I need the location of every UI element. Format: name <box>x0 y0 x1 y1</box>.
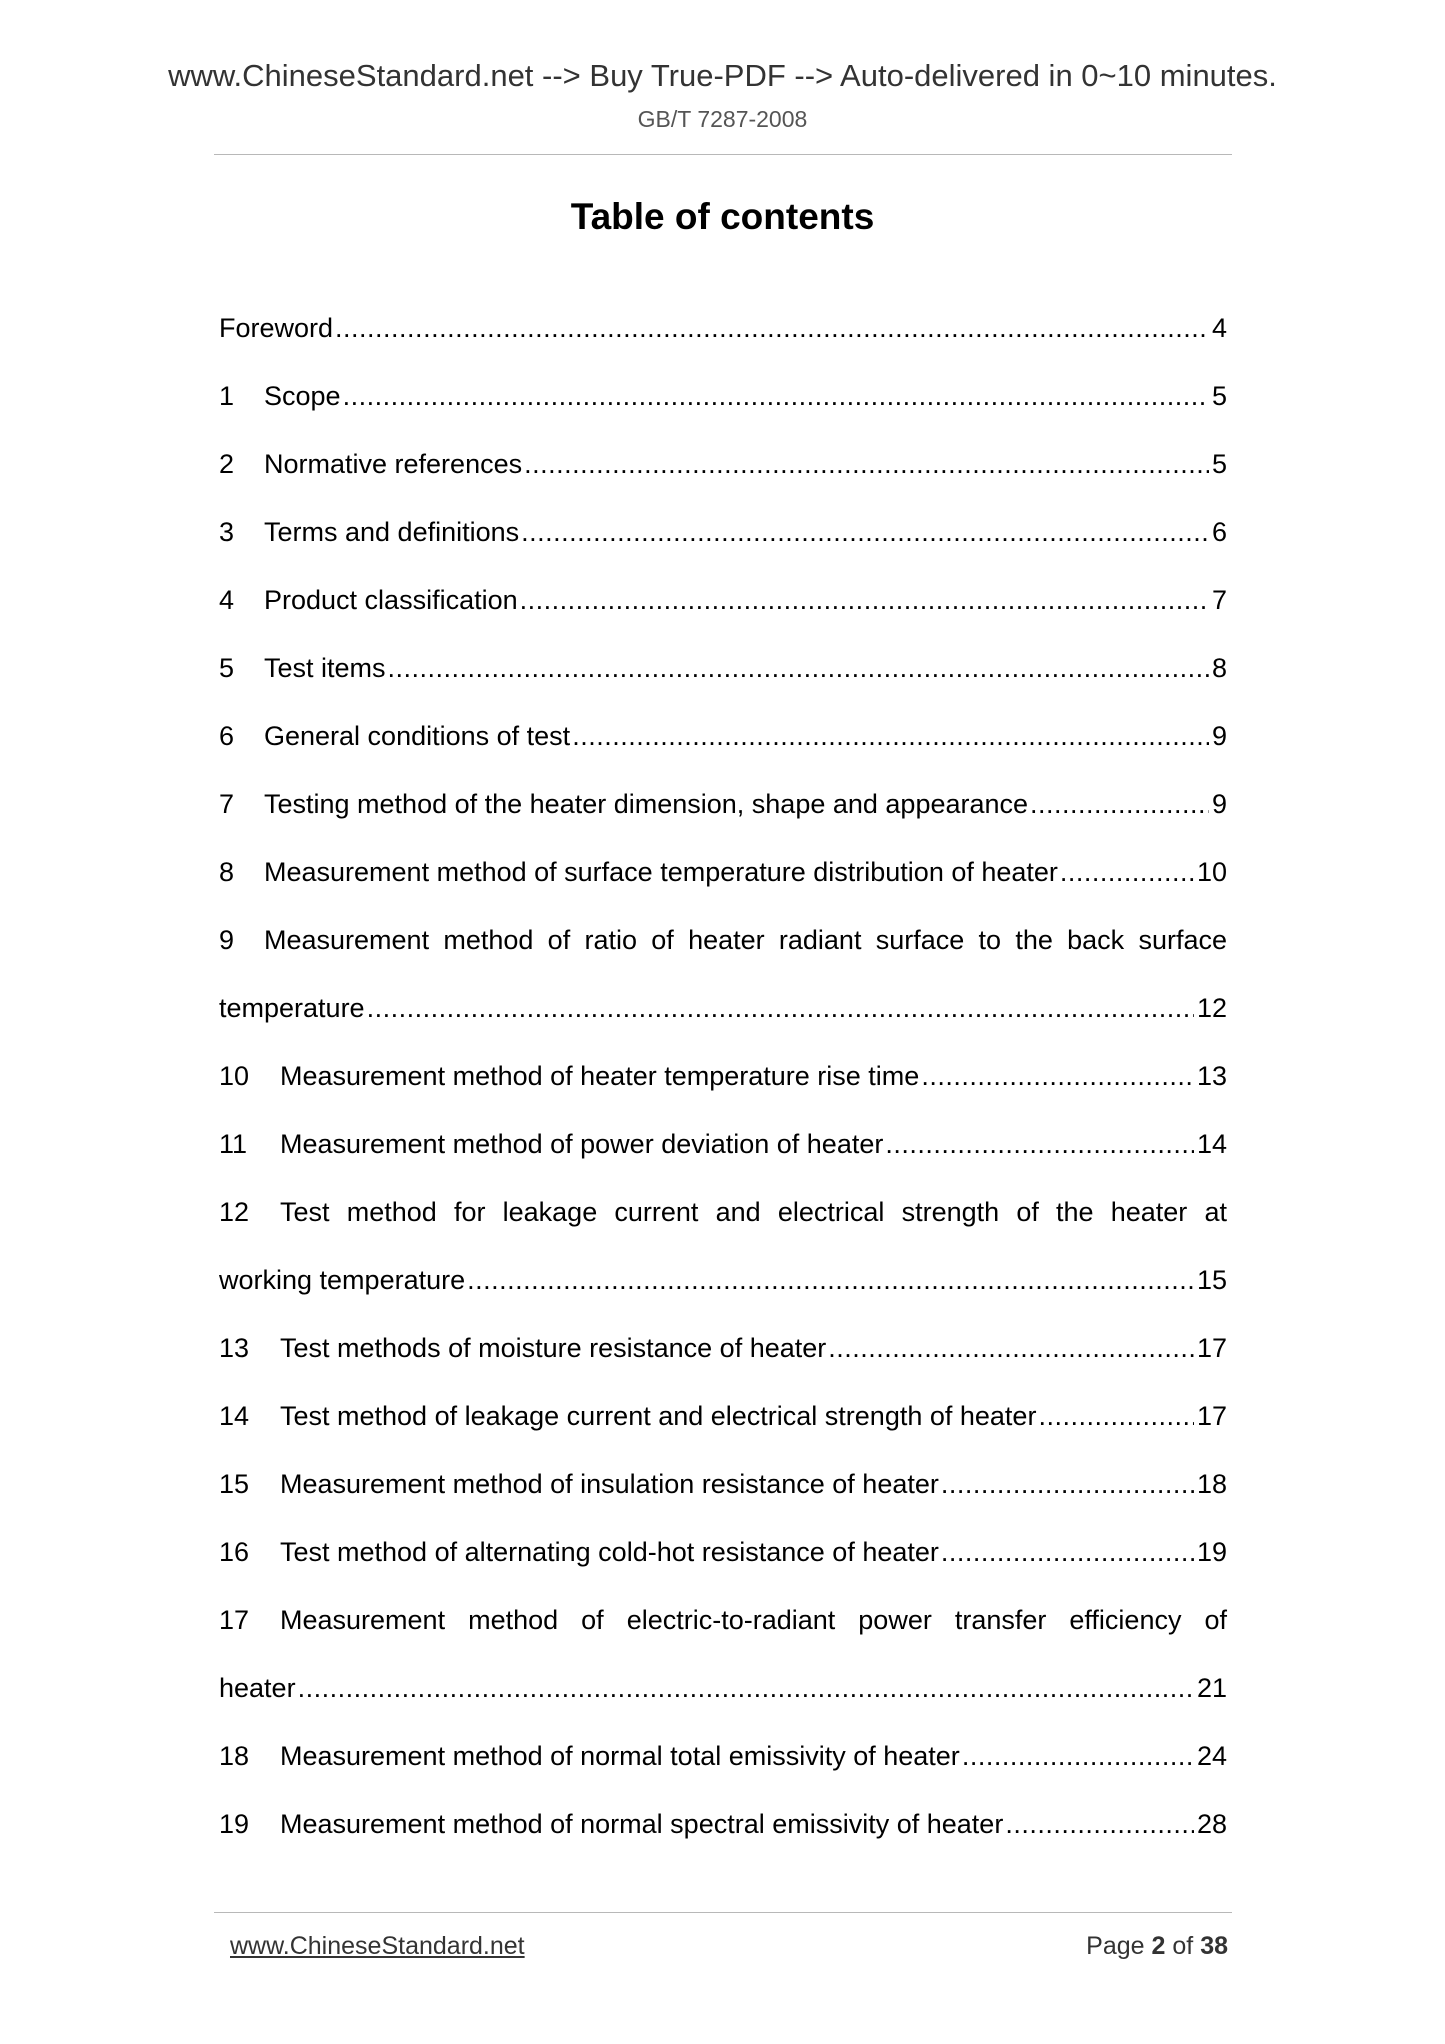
toc-section-number: 5 <box>219 653 235 683</box>
toc-page-number: 19 <box>1196 1537 1227 1567</box>
toc-section-number: 14 <box>219 1401 250 1431</box>
toc-page-number: 9 <box>1211 789 1227 819</box>
toc-section-number: 18 <box>219 1741 250 1771</box>
toc-entry-12-continuation[interactable] <box>219 1260 1227 1300</box>
toc-label: Product classification <box>264 585 518 615</box>
toc-entry-7[interactable] <box>219 784 1227 824</box>
toc-label: Measurement method of normal spectral emissivity of heater <box>280 1809 1004 1839</box>
page-of: of <box>1172 1932 1194 1960</box>
toc-section-number: 2 <box>219 449 235 479</box>
toc-leader <box>335 308 1209 348</box>
toc-entry-16[interactable] <box>219 1532 1227 1572</box>
toc-section-number: 17 <box>219 1605 250 1635</box>
toc-leader <box>1060 852 1194 892</box>
toc-page-number: 18 <box>1196 1469 1227 1499</box>
toc-entry-17-continuation[interactable] <box>219 1668 1227 1708</box>
toc-section-number: 12 <box>219 1197 250 1227</box>
toc-leader <box>1005 1804 1194 1844</box>
toc-label: Test methods of moisture resistance of heater <box>280 1333 827 1363</box>
toc-leader <box>941 1464 1194 1504</box>
toc-label: Measurement method of electric-to-radiant power transfer efficiency of <box>280 1605 1227 1635</box>
toc-page-number: 28 <box>1196 1809 1227 1839</box>
toc-entry-1[interactable] <box>219 376 1227 416</box>
toc-section-number: 13 <box>219 1333 250 1363</box>
toc-page-number: 7 <box>1211 585 1227 615</box>
toc-entry-13[interactable] <box>219 1328 1227 1368</box>
toc-section-number: 19 <box>219 1809 250 1839</box>
page-prefix: Page <box>1086 1932 1145 1960</box>
toc-leader <box>298 1668 1194 1708</box>
toc-label: Measurement method of normal total emissivity of heater <box>280 1741 960 1771</box>
toc-entry-10[interactable] <box>219 1056 1227 1096</box>
toc-leader <box>520 580 1209 620</box>
toc-leader <box>885 1124 1194 1164</box>
toc-page-number: 10 <box>1196 857 1227 887</box>
toc-label: Test method of leakage current and electrical strength of heater <box>280 1401 1037 1431</box>
standard-code: GB/T 7287-2008 <box>637 106 808 132</box>
toc-entry-foreword[interactable] <box>219 308 1227 348</box>
toc-entry-8[interactable] <box>219 852 1227 892</box>
toc-section-number: 15 <box>219 1469 250 1499</box>
toc-label: Terms and definitions <box>264 517 520 547</box>
total-page-count: 38 <box>1200 1932 1228 1960</box>
toc-entry-17[interactable] <box>219 1600 1227 1640</box>
toc-entry-9-continuation[interactable] <box>219 988 1227 1028</box>
toc-section-number: 4 <box>219 585 235 615</box>
toc-leader <box>921 1056 1194 1096</box>
toc-leader <box>1030 784 1209 824</box>
toc-page-number: 17 <box>1196 1333 1227 1363</box>
header-banner: www.ChineseStandard.net --> Buy True-PDF --> Auto-delivered in 0~10 minutes. <box>168 58 1277 93</box>
toc-section-number: 7 <box>219 789 235 819</box>
toc-label: Testing method of the heater dimension, shape and appearance <box>264 789 1029 819</box>
toc-label: Scope <box>264 381 341 411</box>
toc-page-number: 8 <box>1211 653 1227 683</box>
toc-section-number: 6 <box>219 721 235 751</box>
toc-section-number: 10 <box>219 1061 250 1091</box>
toc-leader <box>521 512 1209 552</box>
toc-section-number: 1 <box>219 381 235 411</box>
header-divider <box>214 154 1232 155</box>
toc-label-continuation: temperature <box>219 993 365 1023</box>
toc-leader <box>1038 1396 1194 1436</box>
toc-entry-4[interactable] <box>219 580 1227 620</box>
toc-section-number: 9 <box>219 925 235 955</box>
toc-page-number: 6 <box>1211 517 1227 547</box>
toc-label: Measurement method of insulation resistance of heater <box>280 1469 939 1499</box>
toc-entry-6[interactable] <box>219 716 1227 756</box>
toc-entry-15[interactable] <box>219 1464 1227 1504</box>
toc-section-number: 16 <box>219 1537 250 1567</box>
toc-leader <box>343 376 1209 416</box>
toc-label: Normative references <box>264 449 523 479</box>
toc-section-number: 3 <box>219 517 235 547</box>
toc-leader <box>941 1532 1194 1572</box>
toc-entry-14[interactable] <box>219 1396 1227 1436</box>
toc-leader <box>524 444 1209 484</box>
toc-page-number: 15 <box>1196 1265 1227 1295</box>
toc-entry-11[interactable] <box>219 1124 1227 1164</box>
toc-label: Test method of alternating cold-hot resistance of heater <box>280 1537 939 1567</box>
toc-page-number: 5 <box>1211 449 1227 479</box>
toc-leader <box>828 1328 1194 1368</box>
toc-leader <box>367 988 1194 1028</box>
toc-entry-18[interactable] <box>219 1736 1227 1776</box>
toc-label: Test method for leakage current and electrical strength of the heater at <box>280 1197 1227 1227</box>
toc-page-number: 13 <box>1196 1061 1227 1091</box>
toc-entry-3[interactable] <box>219 512 1227 552</box>
toc-entry-19[interactable] <box>219 1804 1227 1844</box>
toc-label: Foreword <box>219 313 334 343</box>
toc-entry-2[interactable] <box>219 444 1227 484</box>
toc-page-number: 14 <box>1196 1129 1227 1159</box>
toc-label-continuation: working temperature <box>219 1265 466 1295</box>
toc-label-continuation: heater <box>219 1673 296 1703</box>
page-title: Table of contents <box>570 196 875 237</box>
toc-label: Measurement method of surface temperature distribution of heater <box>264 857 1058 887</box>
toc-leader <box>572 716 1209 756</box>
toc-leader <box>962 1736 1194 1776</box>
toc-page-number: 17 <box>1196 1401 1227 1431</box>
toc-label: Measurement method of power deviation of heater <box>280 1129 884 1159</box>
footer-website-link[interactable]: www.ChineseStandard.net <box>230 1932 525 1960</box>
toc-page-number: 12 <box>1196 993 1227 1023</box>
toc-label: Test items <box>264 653 386 683</box>
toc-label: Measurement method of heater temperature rise time <box>280 1061 920 1091</box>
toc-label: General conditions of test <box>264 721 571 751</box>
toc-entry-9[interactable] <box>219 920 1227 960</box>
toc-page-number: 24 <box>1196 1741 1227 1771</box>
toc-label: Measurement method of ratio of heater radiant surface to the back surface <box>264 925 1227 955</box>
toc-leader <box>388 648 1209 688</box>
toc-entry-5[interactable] <box>219 648 1227 688</box>
toc-page-number: 9 <box>1211 721 1227 751</box>
toc-entry-12[interactable] <box>219 1192 1227 1232</box>
toc-leader <box>467 1260 1194 1300</box>
toc-section-number: 11 <box>219 1129 248 1159</box>
toc-page-number: 21 <box>1196 1673 1227 1703</box>
current-page-number: 2 <box>1151 1932 1166 1960</box>
footer-divider <box>214 1912 1232 1913</box>
toc-page-number: 5 <box>1211 381 1227 411</box>
toc-page-number: 4 <box>1211 313 1227 343</box>
page-indicator <box>1086 1932 1228 1961</box>
toc-section-number: 8 <box>219 857 235 887</box>
